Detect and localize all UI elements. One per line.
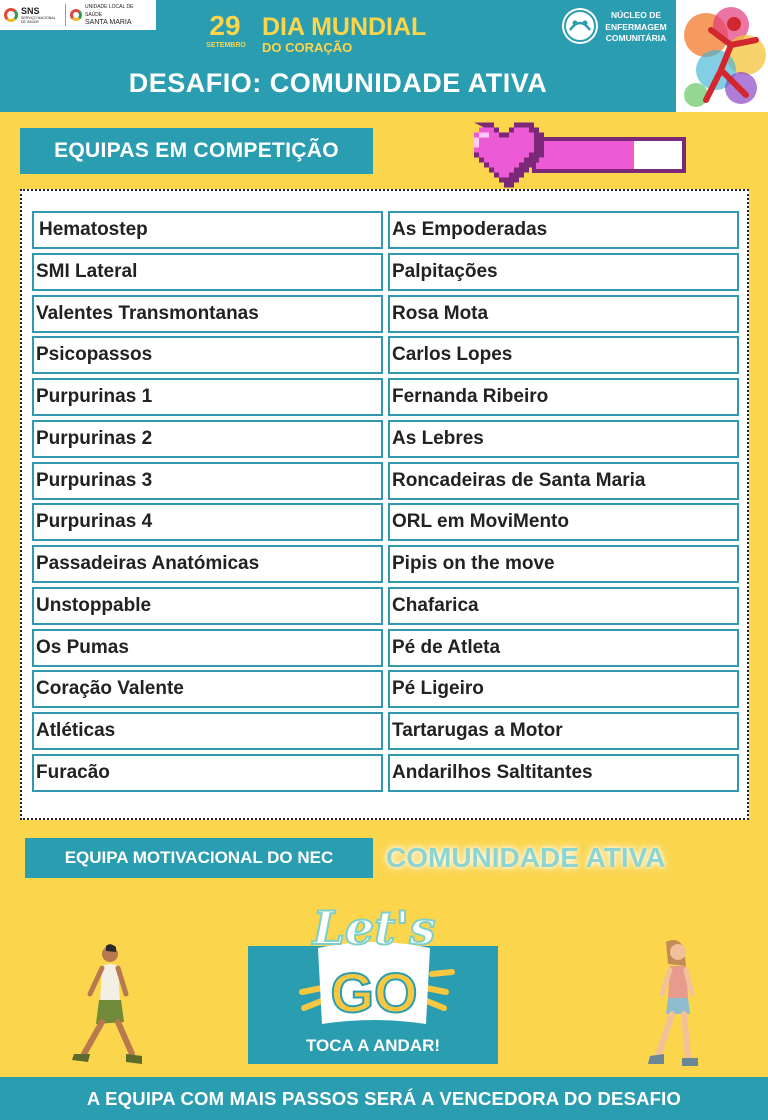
- team-cell: Palpitações: [388, 253, 739, 291]
- team-cell: Chafarica: [388, 587, 739, 625]
- date-month: SETEMBRO: [206, 42, 246, 49]
- team-cell: Fernanda Ribeiro: [388, 378, 739, 416]
- team-cell: Purpurinas 2: [32, 420, 383, 458]
- uls-logo-line1: UNIDADE LOCAL DE SAÚDE: [85, 4, 134, 18]
- lets-go-big-text: GO: [330, 961, 418, 1024]
- uls-emblem-icon: [70, 9, 82, 21]
- team-cell: SMI Lateral: [32, 253, 383, 291]
- pixel-heart-icon: [464, 122, 544, 188]
- team-cell: Roncadeiras de Santa Maria: [388, 462, 739, 500]
- team-cell: Purpurinas 4: [32, 503, 383, 541]
- motivational-team-label: EQUIPA MOTIVACIONAL DO NEC: [25, 838, 373, 878]
- team-cell: Os Pumas: [32, 629, 383, 667]
- team-cell: Purpurinas 1: [32, 378, 383, 416]
- walking-man-illustration: [62, 942, 152, 1072]
- challenge-title: DESAFIO: COMUNIDADE ATIVA: [128, 68, 548, 98]
- partner-logos: [0, 0, 156, 30]
- nec-name-line3: COMUNITÁRIA: [605, 33, 667, 43]
- teams-table: [20, 189, 749, 820]
- event-title: DIA MUNDIAL: [262, 13, 427, 41]
- health-bar-fill: [536, 141, 634, 169]
- team-cell: Andarilhos Saltitantes: [388, 754, 739, 792]
- footer-banner: A EQUIPA COM MAIS PASSOS SERÁ A VENCEDORA DO DESAFIO: [0, 1077, 768, 1120]
- team-cell: Pé de Atleta: [388, 629, 739, 667]
- team-cell: Passadeiras Anatómicas: [32, 545, 383, 583]
- uls-logo: [66, 0, 156, 30]
- team-cell: As Lebres: [388, 420, 739, 458]
- teams-left-column: [32, 211, 383, 796]
- health-bar-empty: [634, 141, 682, 169]
- team-cell: As Empoderadas: [388, 211, 739, 249]
- team-cell: Unstoppable: [32, 587, 383, 625]
- team-cell: Carlos Lopes: [388, 336, 739, 374]
- uls-logo-line2: SANTA MARIA: [85, 19, 132, 26]
- motivational-team-name: COMUNIDADE ATIVA: [386, 842, 666, 873]
- team-cell: Pipis on the move: [388, 545, 739, 583]
- team-cell: ORL em MoviMento: [388, 503, 739, 541]
- heart-health-bar: [532, 137, 686, 173]
- nec-name-line1: NÚCLEO DE: [610, 10, 662, 20]
- sns-logo-name: SNS: [21, 5, 40, 16]
- team-cell: Valentes Transmontanas: [32, 295, 383, 333]
- lets-go-script-text: Let's: [312, 901, 436, 955]
- team-cell: Psicopassos: [32, 336, 383, 374]
- team-cell: Pé Ligeiro: [388, 670, 739, 708]
- team-cell: Atléticas: [32, 712, 383, 750]
- walking-woman-illustration: [638, 936, 708, 1076]
- team-cell: Coração Valente: [32, 670, 383, 708]
- sns-logo: [0, 0, 65, 30]
- nec-name: [600, 10, 672, 45]
- nec-logo-icon: [562, 8, 598, 44]
- date-day: 29: [209, 10, 241, 41]
- runner-watercolor-image: [676, 0, 768, 112]
- team-cell: Hematostep: [32, 211, 383, 249]
- team-cell: Rosa Mota: [388, 295, 739, 333]
- teams-right-column: [388, 211, 739, 796]
- sns-emblem-icon: [4, 8, 18, 22]
- go-action-text: TOCA A ANDAR!: [305, 1036, 441, 1055]
- team-cell: Tartarugas a Motor: [388, 712, 739, 750]
- lets-go-graphic: [282, 896, 466, 1030]
- team-cell: Furacão: [32, 754, 383, 792]
- teams-section-label: EQUIPAS EM COMPETIÇÃO: [20, 128, 373, 174]
- nec-name-line2: ENFERMAGEM: [605, 21, 667, 32]
- event-subtitle: DO CORAÇÃO: [262, 40, 353, 55]
- sns-logo-subtitle: SERVIÇO NACIONAL DE SAÚDE: [21, 15, 56, 24]
- team-cell: Purpurinas 3: [32, 462, 383, 500]
